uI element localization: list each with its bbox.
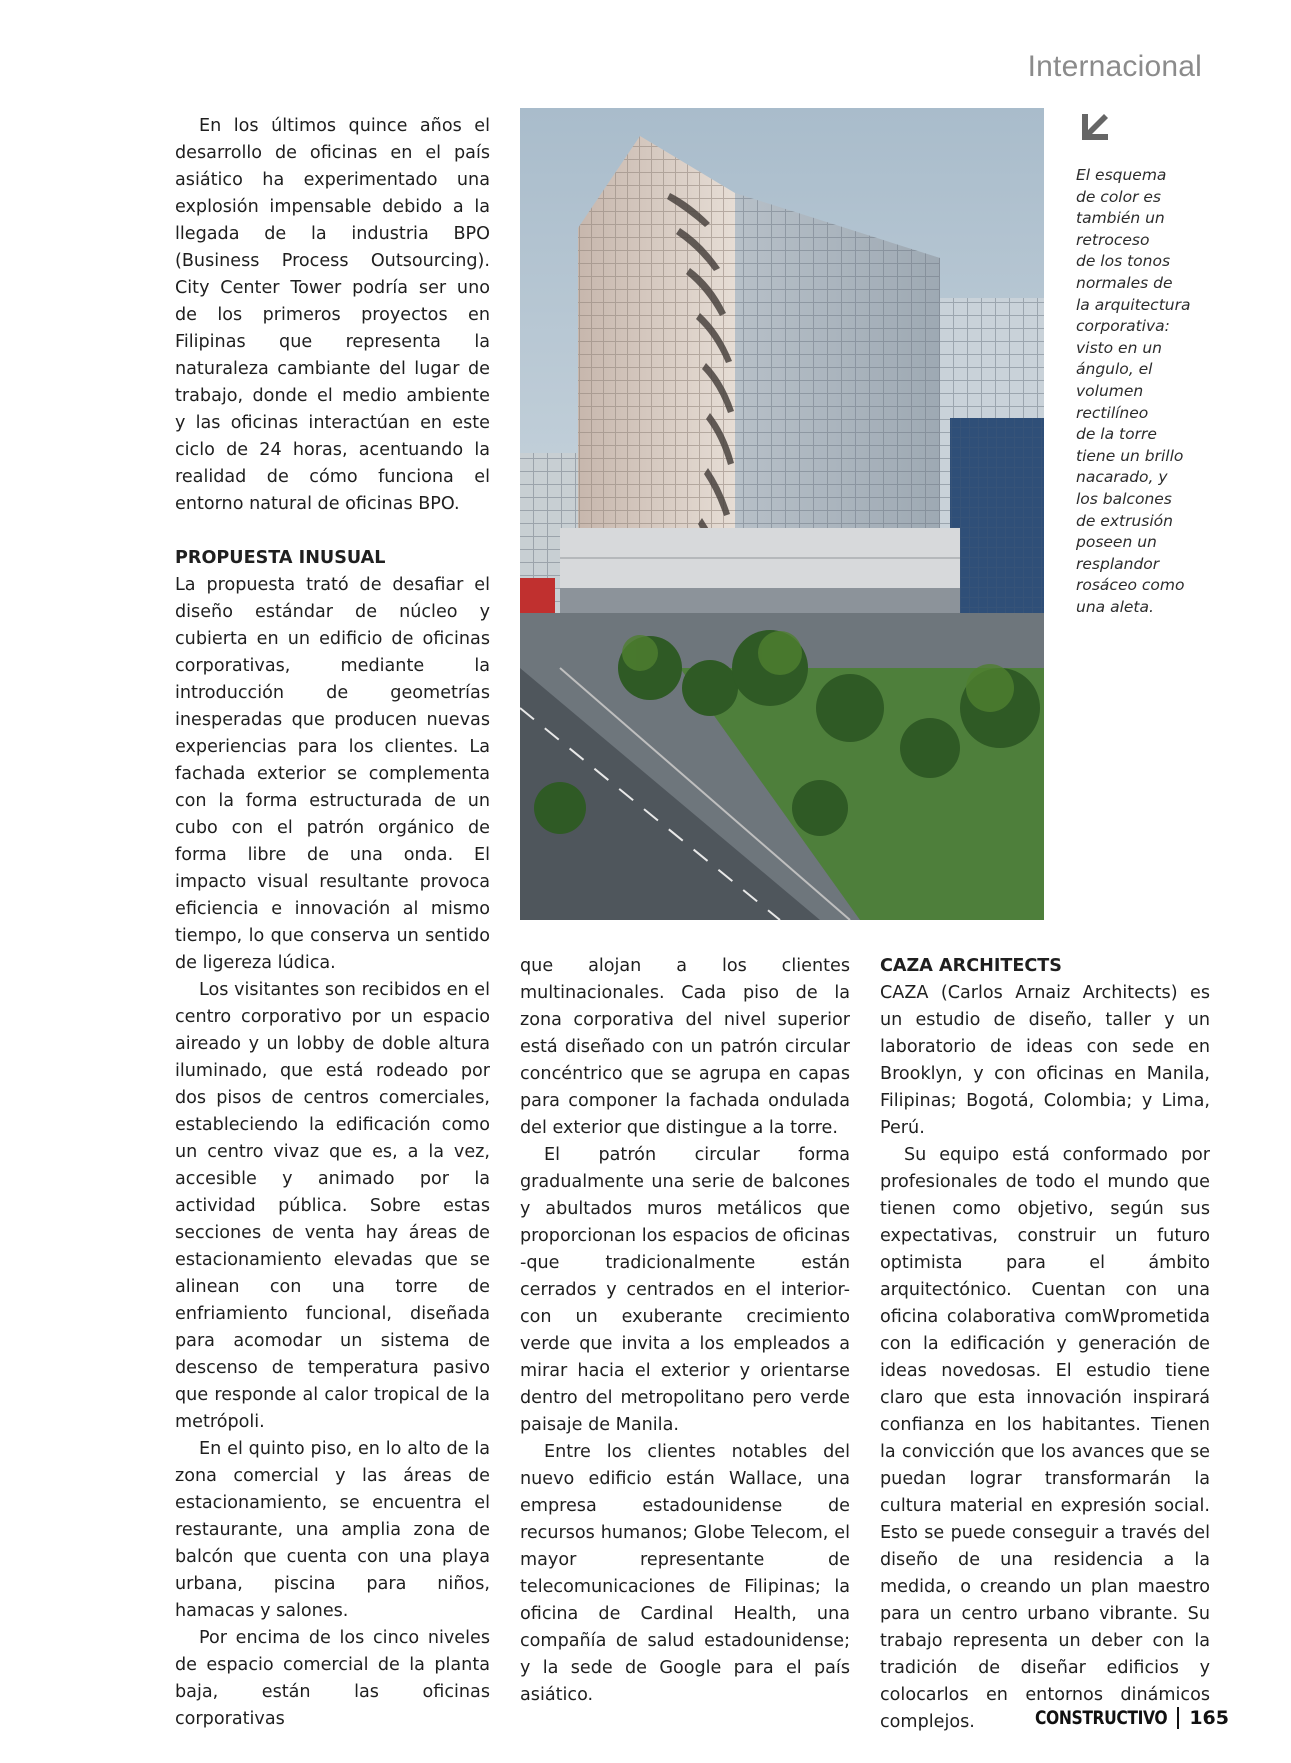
- paragraph: El patrón circular forma gradualmente una serie de balcones y abultados muros metálicos que proporcionan los espacios de oficinas -que tradicionalmente están cerrados y centrados en el interior- con un exuberante crecimiento verde que invita a los empleados a mirar hacia el exterior y orientarse dentro del metropolitano pero verde paisaje de Manila.: [520, 1145, 850, 1435]
- page-number: 165: [1189, 1707, 1229, 1729]
- paragraph: En los últimos quince años el desarrollo de oficinas en el país asiático ha experimentado una explosión impensable debido a la llegada de la industria BPO (Business Process Outsourcing). City Center Tower podría ser uno de los primeros proyectos en Filipinas que representa la naturaleza cambiante del lugar de trabajo, donde el medio ambiente y las oficinas interactúan en este ciclo de 24 horas, acentuando la realidad de cómo funciona el entorno natural de oficinas BPO.: [175, 116, 490, 514]
- paragraph: que alojan a los clientes multinacionales. Cada piso de la zona corporativa del nivel superior está diseñado con un patrón circular concéntrico que se agrupa en capas para componer la fachada ondulada del exterior que distingue a la torre.: [520, 956, 850, 1138]
- page-footer: [1006, 1707, 1229, 1729]
- article-column-1: [175, 113, 490, 1733]
- section-label: Internacional: [1027, 50, 1202, 83]
- magazine-name: CONSTRUCTIVO: [1035, 1707, 1168, 1729]
- section-heading: PROPUESTA INUSUAL: [175, 548, 386, 568]
- arrow-down-left-icon: [1076, 108, 1110, 142]
- section-heading: CAZA ARCHITECTS: [880, 956, 1062, 976]
- paragraph: CAZA (Carlos Arnaiz Architects) es un estudio de diseño, taller y un laboratorio de ideas con sede en Brooklyn, y con oficinas en Manila, Filipinas; Bogotá, Colombia; y Lima, Perú.: [880, 983, 1210, 1138]
- tower-illustration: [520, 108, 1044, 920]
- article-column-3: [880, 953, 1210, 1736]
- article-column-2: [520, 953, 850, 1709]
- tower-photo: [520, 108, 1044, 920]
- photo-caption: El esquema de color es también un retroceso de los tonos normales de la arquitectura corporativa: visto en un ángulo, el volumen rectilíneo de la torre tiene un brillo nacarado, y los balcones de extrusión poseen un resplandor rosáceo como una aleta.: [1076, 166, 1191, 616]
- folio-divider: [1177, 1707, 1179, 1729]
- paragraph: Su equipo está conformado por profesionales de todo el mundo que tienen como objetivo, según sus expectativas, construir un futuro optimista para el ámbito arquitectónico. Cuentan con una oficina colaborativa comWprometida con la edificación y generación de ideas novedosas. El estudio tiene claro que esta innovación inspirará confianza en los habitantes. Tienen la convicción que los avances que se puedan lograr transformarán la cultura material en expresión social. Esto se puede conseguir a través del diseño de una residencia a la medida, o creando un plan maestro para un centro urbano vibrante. Su trabajo representa un deber con la tradición de diseñar edificios y colocarlos en entornos dinámicos complejos.: [880, 1145, 1210, 1732]
- paragraph: En el quinto piso, en lo alto de la zona comercial y las áreas de estacionamiento, se encuentra el restaurante, una amplia zona de balcón que cuenta con una playa urbana, piscina para niños, hamacas y salones.: [175, 1439, 490, 1621]
- paragraph: Por encima de los cinco niveles de espacio comercial de la planta baja, están las oficinas corporativas: [175, 1628, 490, 1729]
- paragraph: Los visitantes son recibidos en el centro corporativo por un espacio aireado y un lobby de doble altura iluminado, que está rodeado por dos pisos de centros comerciales, estableciendo la edificación como un centro vivaz que es, a la vez, accesible y animado por la actividad pública. Sobre estas secciones de venta hay áreas de estacionamiento elevadas que se alinean con una torre de enfriamiento funcional, diseñada para acomodar un sistema de descenso de temperatura pasivo que responde al calor tropical de la metrópoli.: [175, 980, 490, 1432]
- paragraph: La propuesta trató de desafiar el diseño estándar de núcleo y cubierta en un edificio de oficinas corporativas, mediante la introducción de geometrías inesperadas que producen nuevas experiencias para los clientes. La fachada exterior se complementa con la forma estructurada de un cubo con el patrón orgánico de forma libre de una onda. El impacto visual resultante provoca eficiencia e innovación al mismo tiempo, lo que conserva un sentido de ligereza lúdica.: [175, 575, 490, 973]
- paragraph: Entre los clientes notables del nuevo edificio están Wallace, una empresa estadounidense de recursos humanos; Globe Telecom, el mayor representante de telecomunicaciones de Filipinas; la oficina de Cardinal Health, una compañía de salud estadounidense; y la sede de Google para el país asiático.: [520, 1442, 850, 1705]
